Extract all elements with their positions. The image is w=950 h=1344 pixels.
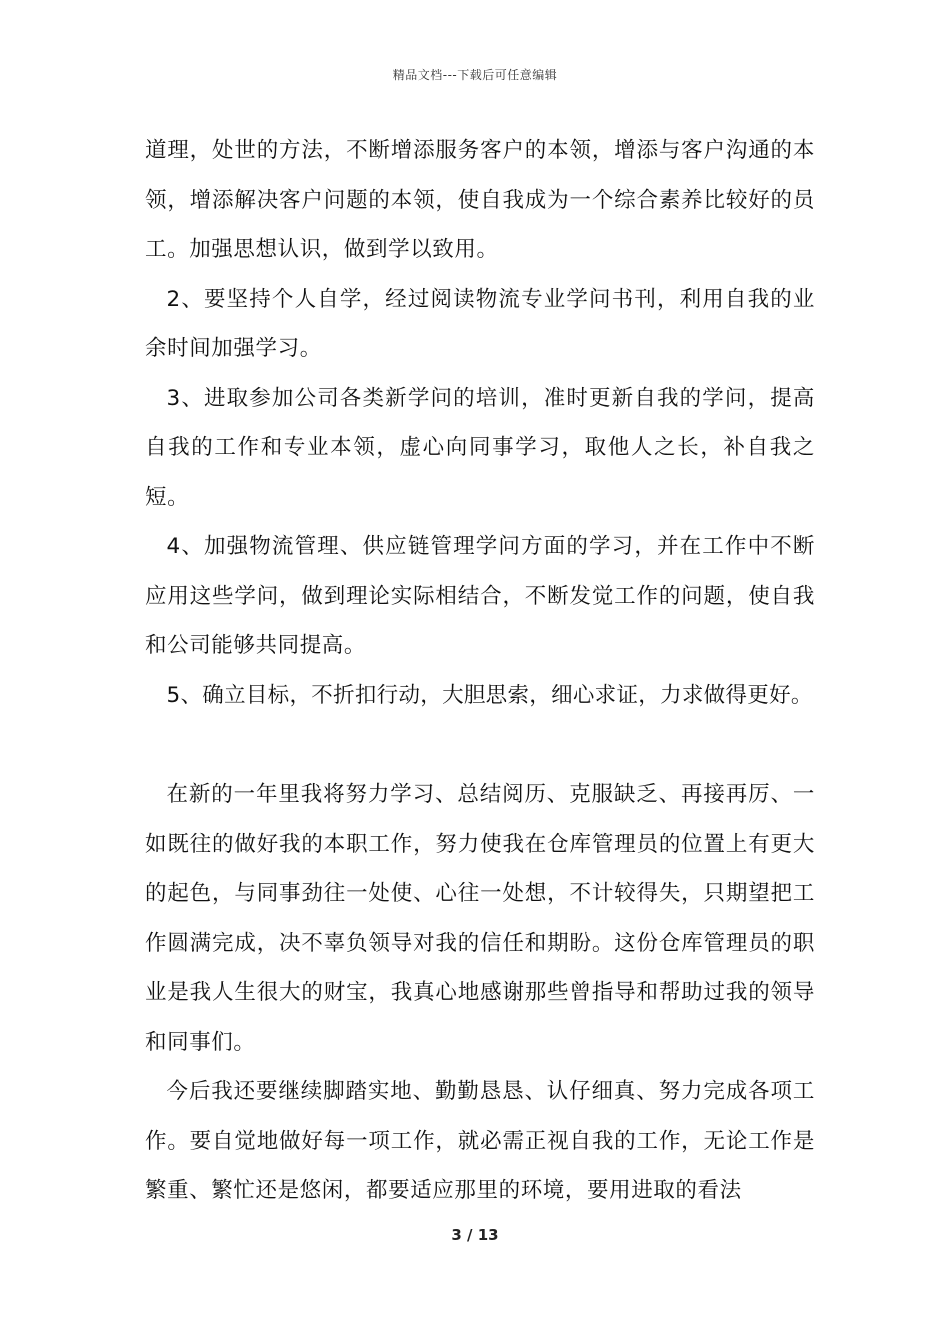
page-number: 3 / 13 xyxy=(451,1226,499,1244)
paragraph-3: 3、进取参加公司各类新学问的培训，准时更新自我的学问，提高自我的工作和专业本领，虚心向同事学习，取他人之长，补自我之短。 xyxy=(145,385,815,510)
paragraph-6: 在新的一年里我将努力学习、总结阅历、克服缺乏、再接再厉、一如既往的做好我的本职工作，努力使我在仓库管理员的位置上有更大的起色，与同事劲往一处使、心往一处想，不计较得失，只期望把工作圆满完成，决不辜负领导对我的信任和期盼。这份仓库管理员的职业是我人生很大的财宝，我真心地感谢那些曾指导和帮助过我的领导和同事们。 xyxy=(145,782,815,1055)
paragraph-1: 道理，处世的方法，不断增添服务客户的本领，增添与客户沟通的本领，增添解决客户问题的本领，使自我成为一个综合素养比较好的员工。加强思想认识，做到学以致用。 xyxy=(145,138,815,262)
paragraph-2: 2、要坚持个人自学，经过阅读物流专业学问书刊，利用自我的业余时间加强学习。 xyxy=(145,286,815,361)
paragraph-5: 5、确立目标，不折扣行动，大胆思索，细心求证，力求做得更好。 xyxy=(166,682,813,708)
section-spacer xyxy=(145,720,815,770)
document-body xyxy=(145,126,815,1216)
paragraph-7: 今后我还要继续脚踏实地、勤勤恳恳、认仔细真、努力完成各项工作。要自觉地做好每一项工作，就必需正视自我的工作，无论工作是繁重、繁忙还是悠闲，都要适应那里的环境，要用进取的看法 xyxy=(145,1079,815,1203)
page-header: 精品文档---下载后可任意编辑 xyxy=(392,68,558,82)
paragraph-4: 4、加强物流管理、供应链管理学问方面的学习，并在工作中不断应用这些学问，做到理论实际相结合，不断发觉工作的问题，使自我和公司能够共同提高。 xyxy=(145,534,815,658)
